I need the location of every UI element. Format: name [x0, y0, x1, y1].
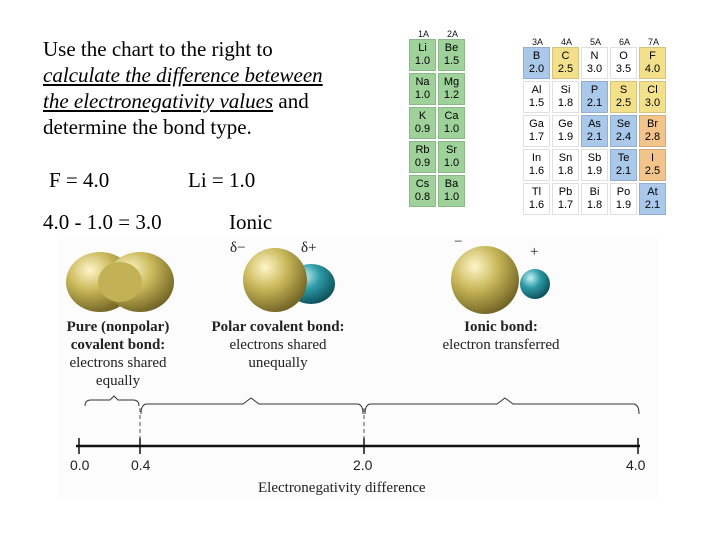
element-electronegativity: 1.0: [414, 89, 431, 101]
element-symbol: Al: [531, 84, 542, 96]
bond-type-figure: [58, 234, 658, 500]
left-group-header: 1A: [417, 29, 429, 39]
element-symbol: N: [590, 50, 599, 62]
element-cell: [610, 115, 637, 147]
element-electronegativity: 2.1: [644, 199, 661, 211]
element-symbol: Sr: [446, 144, 457, 156]
positive-charge-symbol: +: [530, 244, 539, 260]
element-electronegativity: 1.6: [528, 165, 545, 177]
element-electronegativity: 3.0: [644, 97, 661, 109]
intro-line-1: Use the chart to the right to: [43, 37, 273, 61]
element-symbol: Si: [560, 84, 571, 96]
axis-label: Electronegativity difference: [258, 480, 426, 496]
element-cell: [581, 183, 608, 215]
nonpolar-desc-line-1: electrons shared: [69, 355, 167, 371]
element-cell: [438, 175, 465, 207]
polar-desc-line-1: electrons shared: [229, 337, 327, 353]
element-electronegativity: 1.6: [528, 199, 545, 211]
element-symbol: Ca: [444, 110, 459, 122]
element-electronegativity: 3.0: [586, 63, 603, 75]
element-cell: [581, 149, 608, 181]
element-electronegativity: 2.5: [557, 63, 574, 75]
element-electronegativity: 2.0: [528, 63, 545, 75]
element-electronegativity: 2.5: [615, 97, 632, 109]
ionic-caption: [416, 318, 586, 354]
element-electronegativity: 1.8: [557, 165, 574, 177]
element-cell: [610, 81, 637, 113]
element-symbol: P: [590, 84, 599, 96]
element-electronegativity: 1.2: [443, 89, 460, 101]
difference-expression: 4.0 - 1.0 = 3.0: [43, 210, 162, 234]
nonpolar-title-line-2: covalent bond:: [70, 337, 166, 353]
element-symbol: K: [418, 110, 427, 122]
element-cell: [409, 175, 436, 207]
element-cell: [610, 183, 637, 215]
element-symbol: At: [647, 186, 658, 198]
element-cell: [639, 81, 666, 113]
table-header-row: [409, 29, 467, 39]
element-electronegativity: 1.8: [586, 199, 603, 211]
element-symbol: I: [650, 152, 655, 164]
partial-negative-symbol: δ−: [230, 240, 246, 256]
element-electronegativity: 1.9: [615, 199, 632, 211]
right-group-header: 5A: [589, 37, 601, 47]
element-symbol: Br: [647, 118, 658, 130]
element-cell: [438, 39, 465, 71]
element-cell: [581, 115, 608, 147]
element-symbol: Mg: [443, 76, 460, 88]
element-symbol: Li: [418, 42, 427, 54]
intro-line-3-rest: and: [273, 89, 309, 113]
element-electronegativity: 1.5: [528, 97, 545, 109]
bond-type-result: Ionic: [229, 210, 273, 234]
element-electronegativity: 1.0: [414, 55, 431, 67]
element-symbol: As: [588, 118, 601, 130]
intro-paragraph: [43, 36, 373, 140]
tick-label-0-4: 0.4: [131, 457, 151, 473]
polar-molecule: [243, 248, 335, 312]
element-symbol: Se: [616, 118, 631, 130]
element-electronegativity: 1.8: [557, 97, 574, 109]
element-symbol: O: [619, 50, 628, 62]
element-electronegativity: 1.0: [443, 123, 460, 135]
element-symbol: S: [619, 84, 628, 96]
element-symbol: Sn: [558, 152, 573, 164]
element-symbol: Ge: [558, 118, 573, 130]
element-cell: [552, 47, 579, 79]
element-cell: [438, 107, 465, 139]
left-group-header: 2A: [446, 29, 458, 39]
element-electronegativity: 0.8: [414, 191, 431, 203]
element-symbol: Cs: [415, 178, 430, 190]
element-cell: [552, 149, 579, 181]
element-cell: [639, 115, 666, 147]
element-electronegativity: 4.0: [644, 63, 661, 75]
element-cell: [552, 115, 579, 147]
intro-line-2: calculate the difference beteween: [43, 63, 323, 87]
element-cell: [639, 149, 666, 181]
element-cell: [438, 141, 465, 173]
element-cell: [523, 183, 550, 215]
element-cell: [581, 81, 608, 113]
ionic-title: Ionic bond:: [464, 319, 538, 335]
element-symbol: Cl: [647, 84, 658, 96]
element-cell: [581, 47, 608, 79]
right-group-header: 3A: [531, 37, 543, 47]
element-symbol: B: [532, 50, 541, 62]
element-cell: [523, 115, 550, 147]
element-electronegativity: 1.0: [443, 157, 460, 169]
fluorine-value: F = 4.0: [49, 168, 110, 192]
nonpolar-molecule: [66, 252, 174, 312]
element-cell: [523, 149, 550, 181]
element-cell: [409, 107, 436, 139]
element-cell: [610, 47, 637, 79]
element-symbol: Ba: [444, 178, 459, 190]
tick-label-4: 4.0: [626, 457, 646, 473]
element-cell: [409, 141, 436, 173]
element-symbol: C: [561, 50, 570, 62]
ionic-desc: electron transferred: [442, 337, 560, 353]
lithium-value: Li = 1.0: [188, 168, 256, 192]
element-electronegativity: 0.9: [414, 123, 431, 135]
intro-line-3: [43, 88, 373, 114]
negative-charge-symbol: −: [454, 234, 463, 250]
element-cell: [552, 81, 579, 113]
nonpolar-desc-line-2: equally: [95, 373, 141, 389]
electronegativity-axis: [76, 408, 640, 454]
intro-line-4: determine the bond type.: [43, 115, 252, 139]
element-cell: [639, 183, 666, 215]
partial-positive-symbol: δ+: [301, 240, 317, 256]
element-cell: [438, 73, 465, 105]
tick-label-2: 2.0: [353, 457, 373, 473]
element-electronegativity: 2.8: [644, 131, 661, 143]
tick-label-0: 0.0: [70, 457, 90, 473]
right-group-header: 6A: [618, 37, 630, 47]
nonpolar-title-line-1: Pure (nonpolar): [66, 319, 170, 335]
element-symbol: Tl: [531, 186, 542, 198]
element-electronegativity: 1.7: [528, 131, 545, 143]
element-electronegativity: 1.9: [586, 165, 603, 177]
element-cell: [552, 183, 579, 215]
electronegativity-table-groups-3a-7a: [523, 37, 668, 215]
table-header-row: [523, 37, 668, 47]
element-electronegativity: 2.4: [615, 131, 632, 143]
element-symbol: F: [649, 50, 656, 62]
element-cell: [639, 47, 666, 79]
element-symbol: Rb: [415, 144, 430, 156]
element-symbol: Pb: [558, 186, 573, 198]
element-electronegativity: 1.7: [557, 199, 574, 211]
table-grid: [523, 47, 668, 215]
nonpolar-caption: [52, 318, 184, 390]
element-cell: [409, 39, 436, 71]
element-electronegativity: 2.1: [586, 131, 603, 143]
table-grid: [409, 39, 467, 207]
element-electronegativity: 3.5: [615, 63, 632, 75]
element-cell: [610, 149, 637, 181]
polar-title: Polar covalent bond:: [211, 319, 345, 335]
element-symbol: Po: [616, 186, 631, 198]
element-cell: [523, 81, 550, 113]
element-electronegativity: 1.5: [443, 55, 460, 67]
element-symbol: Ga: [529, 118, 544, 130]
element-symbol: Na: [415, 76, 430, 88]
element-symbol: Te: [617, 152, 630, 164]
element-electronegativity: 2.5: [644, 165, 661, 177]
element-electronegativity: 0.9: [414, 157, 431, 169]
element-electronegativity: 2.1: [615, 165, 632, 177]
element-symbol: In: [531, 152, 542, 164]
polar-desc-line-2: unequally: [248, 355, 308, 371]
element-symbol: Sb: [587, 152, 602, 164]
right-group-header: 4A: [560, 37, 572, 47]
element-electronegativity: 1.9: [557, 131, 574, 143]
element-cell: [523, 47, 550, 79]
element-symbol: Bi: [589, 186, 600, 198]
electronegativity-table-groups-1a-2a: [409, 29, 467, 207]
polar-caption: [196, 318, 360, 372]
range-braces: [85, 396, 639, 414]
right-group-header: 7A: [647, 37, 659, 47]
intro-line-3-underlined: the electronegativity values: [43, 89, 274, 113]
element-cell: [409, 73, 436, 105]
element-electronegativity: 2.1: [586, 97, 603, 109]
element-electronegativity: 1.0: [443, 191, 460, 203]
element-symbol: Be: [444, 42, 459, 54]
